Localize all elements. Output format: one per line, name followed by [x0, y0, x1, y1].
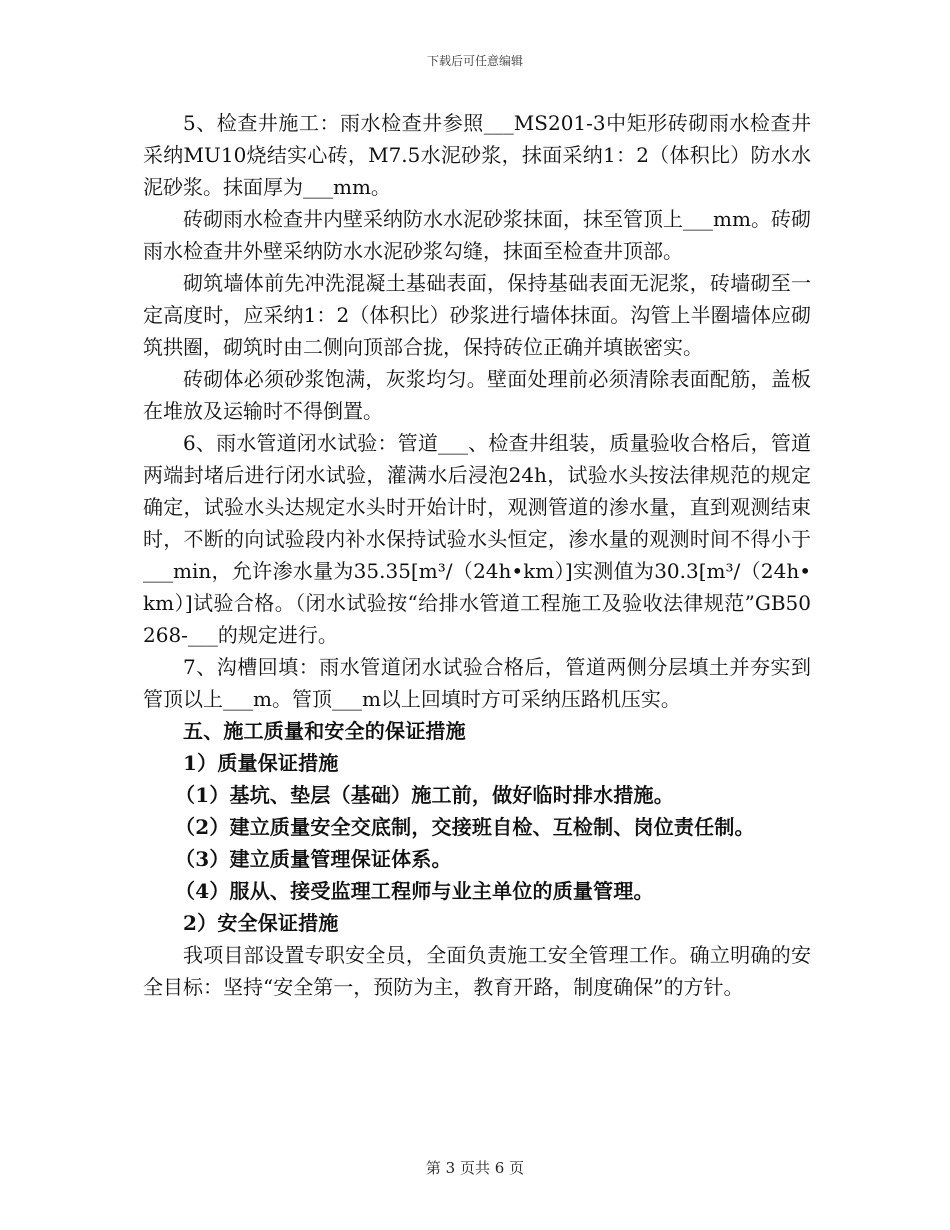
- quality-measures-heading: 1）质量保证措施: [183, 751, 339, 775]
- paragraph-inner-wall-plaster: 砖砌雨水检查井内壁采纳防水水泥砂浆抹面，抹至管顶上___mm。砖砌雨水检查井外壁采纳防水水泥砂浆勾缝，抹面至检查井顶部。: [143, 207, 811, 263]
- page-number: 第 3 页共 6 页: [425, 1159, 525, 1177]
- paragraph-trench-backfill: 7、沟槽回填：雨水管道闭水试验合格后，管道两侧分层填土并夯实到管顶以上___m。管顶___m以上回填时方可采纳压路机压实。: [143, 655, 811, 711]
- paragraph-masonry-wall: 砌筑墙体前先冲洗混凝土基础表面，保持基础表面无泥浆，砖墙砌至一定高度时，应采纳1：2（体积比）砂浆进行墙体抹面。沟管上半圈墙体应砌筑拱圈，砌筑时由二侧向顶部合拢，保持砖位正确并填嵌密实。: [143, 271, 811, 359]
- quality-item: （3）建立质量管理保证体系。: [175, 847, 452, 871]
- paragraph-inspection-well: 5、检查井施工：雨水检查井参照___MS201-3中矩形砖砌雨水检查井采纳MU10烧结实心砖，M7.5水泥砂浆，抹面采纳1：2（体积比）防水水泥砂浆。抹面厚为___mm。: [143, 111, 811, 199]
- quality-item: （2）建立质量安全交底制，交接班自检、互检制、岗位责任制。: [175, 815, 755, 839]
- quality-item: （4）服从、接受监理工程师与业主单位的质量管理。: [175, 879, 654, 903]
- quality-item: （1）基坑、垫层（基础）施工前，做好临时排水措施。: [175, 783, 674, 807]
- page-header-note: 下载后可任意编辑: [426, 54, 523, 68]
- paragraph-safety-measures: 我项目部设置专职安全员，全面负责施工安全管理工作。确立明确的安全目标：坚持“安全第一，预防为主，教育开路，制度确保”的方针。: [143, 943, 811, 999]
- paragraph-closed-water-test: 6、雨水管道闭水试验：管道___、检查井组装，质量验收合格后，管道两端封堵后进行闭水试验，灌满水后浸泡24h，试验水头按法律规范的规定确定，试验水头达规定水头时开始计时，观测管道的渗水量，直到观测结束时，不断的向试验段内补水保持试验水头恒定，渗水量的观测时间不得小于___min，允许渗水量为35.35[m³/（24h•km）]实测值为30.3[m³/（24h•km）]试验合格。（闭水试验按“给排水管道工程施工及验收法律规范”GB50268-___的规定进行。: [143, 431, 811, 647]
- document-body: [143, 107, 811, 1003]
- safety-measures-heading: 2）安全保证措施: [183, 911, 339, 935]
- section-heading: 五、施工质量和安全的保证措施: [183, 719, 466, 743]
- paragraph-mortar-requirements: 砖砌体必须砂浆饱满，灰浆均匀。壁面处理前必须清除表面配筋，盖板在堆放及运输时不得倒置。: [143, 367, 811, 423]
